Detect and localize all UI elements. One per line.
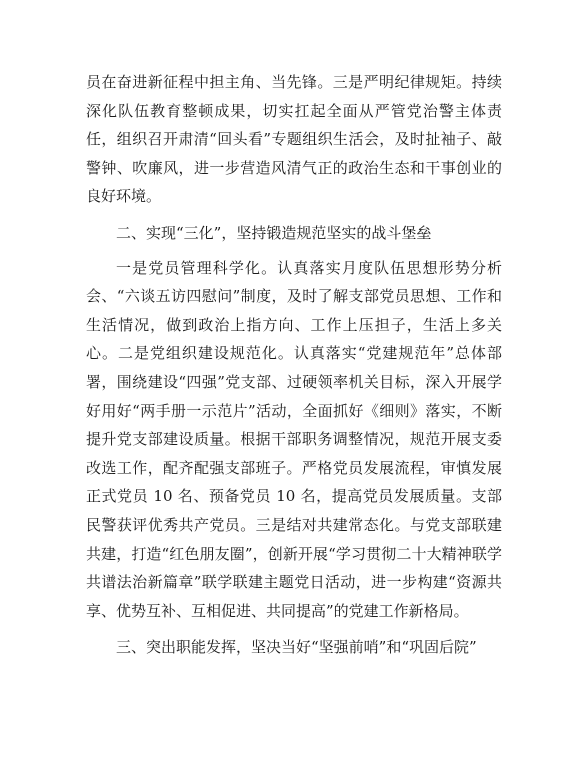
section-heading-3: 三、突出职能发挥，坚决当好“坚强前哨”和“巩固后院” bbox=[116, 638, 477, 657]
paragraph-continuation: 员在奋进新征程中担主角、当先锋。三是严明纪律规矩。持续深化队伍教育整顿成果，切实扛起全面从严管党治警主体责任，组织召开肃清“回头看”专题组织生活会，及时扯袖子、敲警钟、吹廉风，进一步营造风清气正的政治生态和干事创业的良好环境。 bbox=[86, 73, 502, 206]
paragraph-party-building: 一是党员管理科学化。认真落实月度队伍思想形势分析会、“六谈五访四慰问”制度，及时了解支部党员思想、工作和生活情况，做到政治上指方向、工作上压担子，生活上多关心。二是党组织建设规范化。认真落实“党建规范年”总体部署，围绕建设“四强”党支部、过硬领率机关目标，深入开展学好用好“两手册一示范片”活动，全面抓好《细则》落实，不断提升党支部建设质量。根据干部职务调整情况，规范开展支委改选工作，配齐配强支部班子。严格党员发展流程，审慎发展正式党员 10 名、预备党员 10 名，提高党员发展质量。支部民警获评优秀共产党员。三是结对共建常态化。与党支部联建共建，打造“红色朋友圈”，创新开展“学习贯彻二十大精神联学共谱法治新篇章”联学联建主题党日活动，进一步构建“资源共享、优势互补、互相促进、共同提高”的党建工作新格局。 bbox=[86, 258, 502, 620]
document-body bbox=[86, 68, 502, 668]
section-heading-2: 二、实现“三化”，坚持锻造规范坚实的战斗堡垒 bbox=[116, 223, 432, 242]
